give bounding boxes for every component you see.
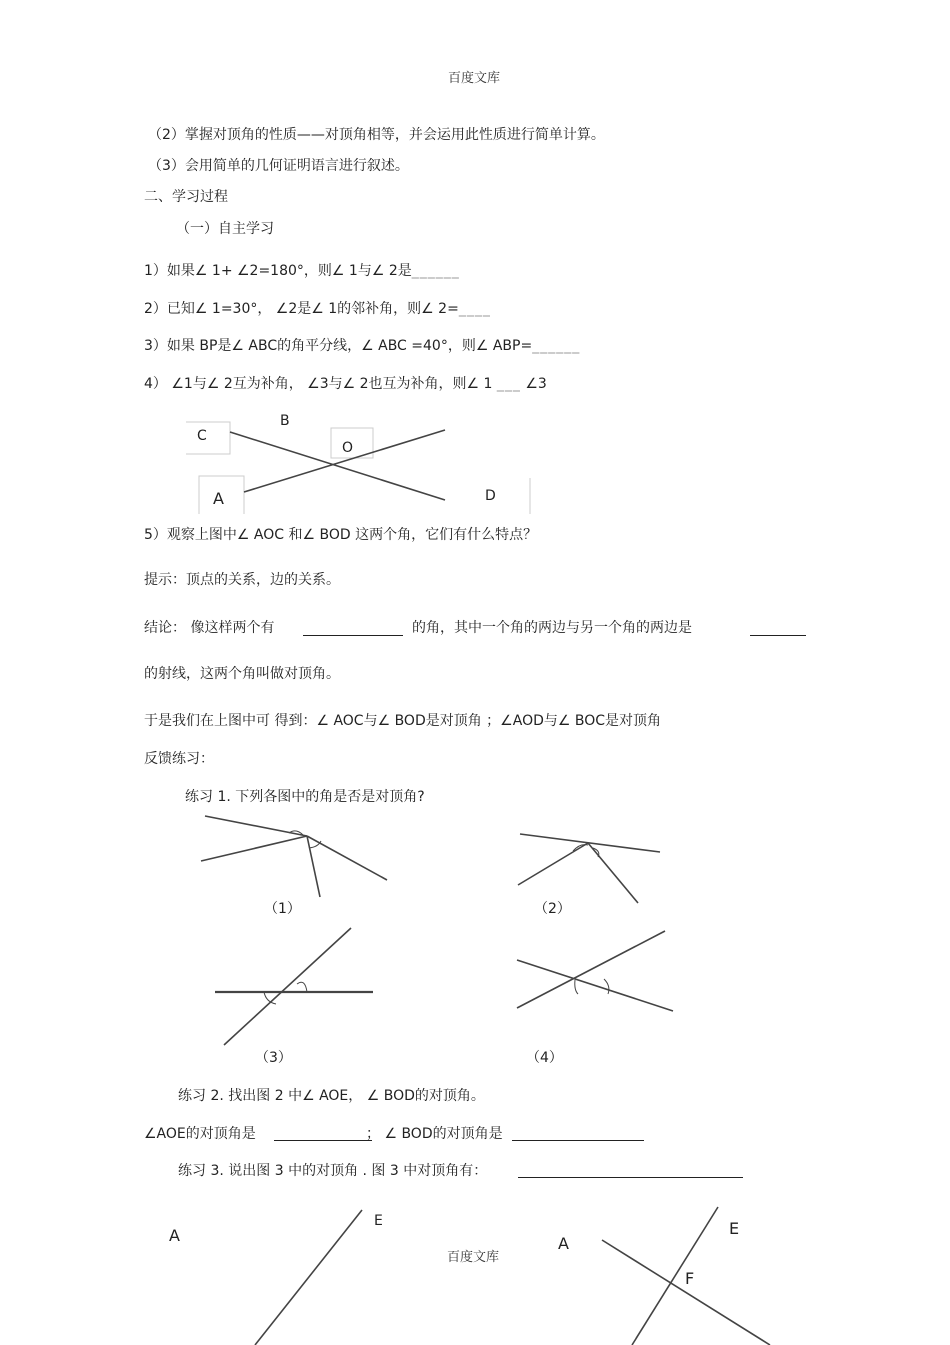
question-5: 5）观察上图中∠ AOC 和∠ BOD 这两个角，它们有什么特点？	[144, 527, 538, 543]
objective-2: （2）掌握对顶角的性质——对顶角相等，并会运用此性质进行简单计算。	[148, 127, 605, 143]
question-3-blank: ______	[532, 338, 581, 354]
question-4-blank: ___	[496, 376, 521, 392]
exercise-2-title: 练习 2. 找出图 2 中∠ AOE， ∠ BOD的对顶角。	[178, 1088, 485, 1104]
fig3-label-e-left: E	[374, 1213, 383, 1229]
conclusion-a: 结论： 像这样两个有	[144, 620, 275, 636]
exercise-3-title: 练习 3. 说出图 3 中的对顶角 . 图 3 中对顶角有：	[178, 1163, 488, 1179]
fig3-label-f: F	[685, 1269, 695, 1288]
label-c: C	[197, 428, 207, 444]
label-o: O	[342, 440, 354, 456]
label-a: A	[213, 489, 224, 508]
label-d: D	[485, 488, 496, 504]
objective-3: （3）会用简单的几何证明语言进行叙述。	[148, 158, 409, 174]
question-4-text-a: 4） ∠1与∠ 2互为补角， ∠3与∠ 2也互为补角，则∠ 1	[144, 376, 493, 392]
subsection-title: （一）自主学习	[176, 221, 274, 237]
question-4-text-b: ∠3	[525, 376, 547, 392]
exercise-1-title: 练习 1. 下列各图中的角是否是对顶角?	[185, 789, 425, 805]
fig3-right-line-1	[632, 1207, 718, 1345]
feedback-title: 反馈练习：	[144, 751, 214, 767]
section-title: 二、学习过程	[144, 189, 228, 205]
conclusion-c: 的射线，这两个角叫做对顶角。	[144, 666, 340, 682]
fig3-left-line	[255, 1210, 362, 1345]
fig3-label-a-right: A	[558, 1234, 569, 1253]
fig3-label-e-right: E	[729, 1219, 740, 1238]
label-b: B	[280, 413, 290, 429]
exercise-2-part-a: ∠AOE的对顶角是	[144, 1126, 256, 1142]
question-1-blank: ______	[411, 263, 460, 279]
question-2-text: 2）已知∠ 1=30°， ∠2是∠ 1的邻补角，则∠ 2=	[144, 301, 459, 317]
question-1-text: 1）如果∠ 1+ ∠2=180°，则∠ 1与∠ 2是	[144, 263, 412, 279]
page-header: 百度文库	[448, 71, 501, 86]
exercise-2-part-b: ； ∠ BOD的对顶角是	[366, 1126, 503, 1142]
conclusion-b: 的角，其中一个角的两边与另一个角的两边是	[412, 620, 692, 636]
thus-statement: 于是我们在上图中可 得到：∠ AOC与∠ BOD是对顶角 ；∠AOD与∠ BOC是对顶角	[144, 713, 662, 729]
ex1-caption-4: （4）	[526, 1050, 563, 1066]
ex1-caption-2: （2）	[534, 901, 571, 917]
fig3-label-a-left: A	[169, 1226, 180, 1245]
fig3-right-line-2	[602, 1240, 770, 1345]
page-footer: 百度文库	[447, 1250, 500, 1265]
ex1-caption-3: （3）	[255, 1050, 292, 1066]
hint: 提示：顶点的关系，边的关系。	[144, 572, 340, 588]
question-3-text: 3）如果 BP是∠ ABC的角平分线，∠ ABC =40°，则∠ ABP=	[144, 338, 533, 354]
ex1-caption-1: （1）	[264, 901, 301, 917]
question-2-blank: ____	[458, 301, 491, 317]
